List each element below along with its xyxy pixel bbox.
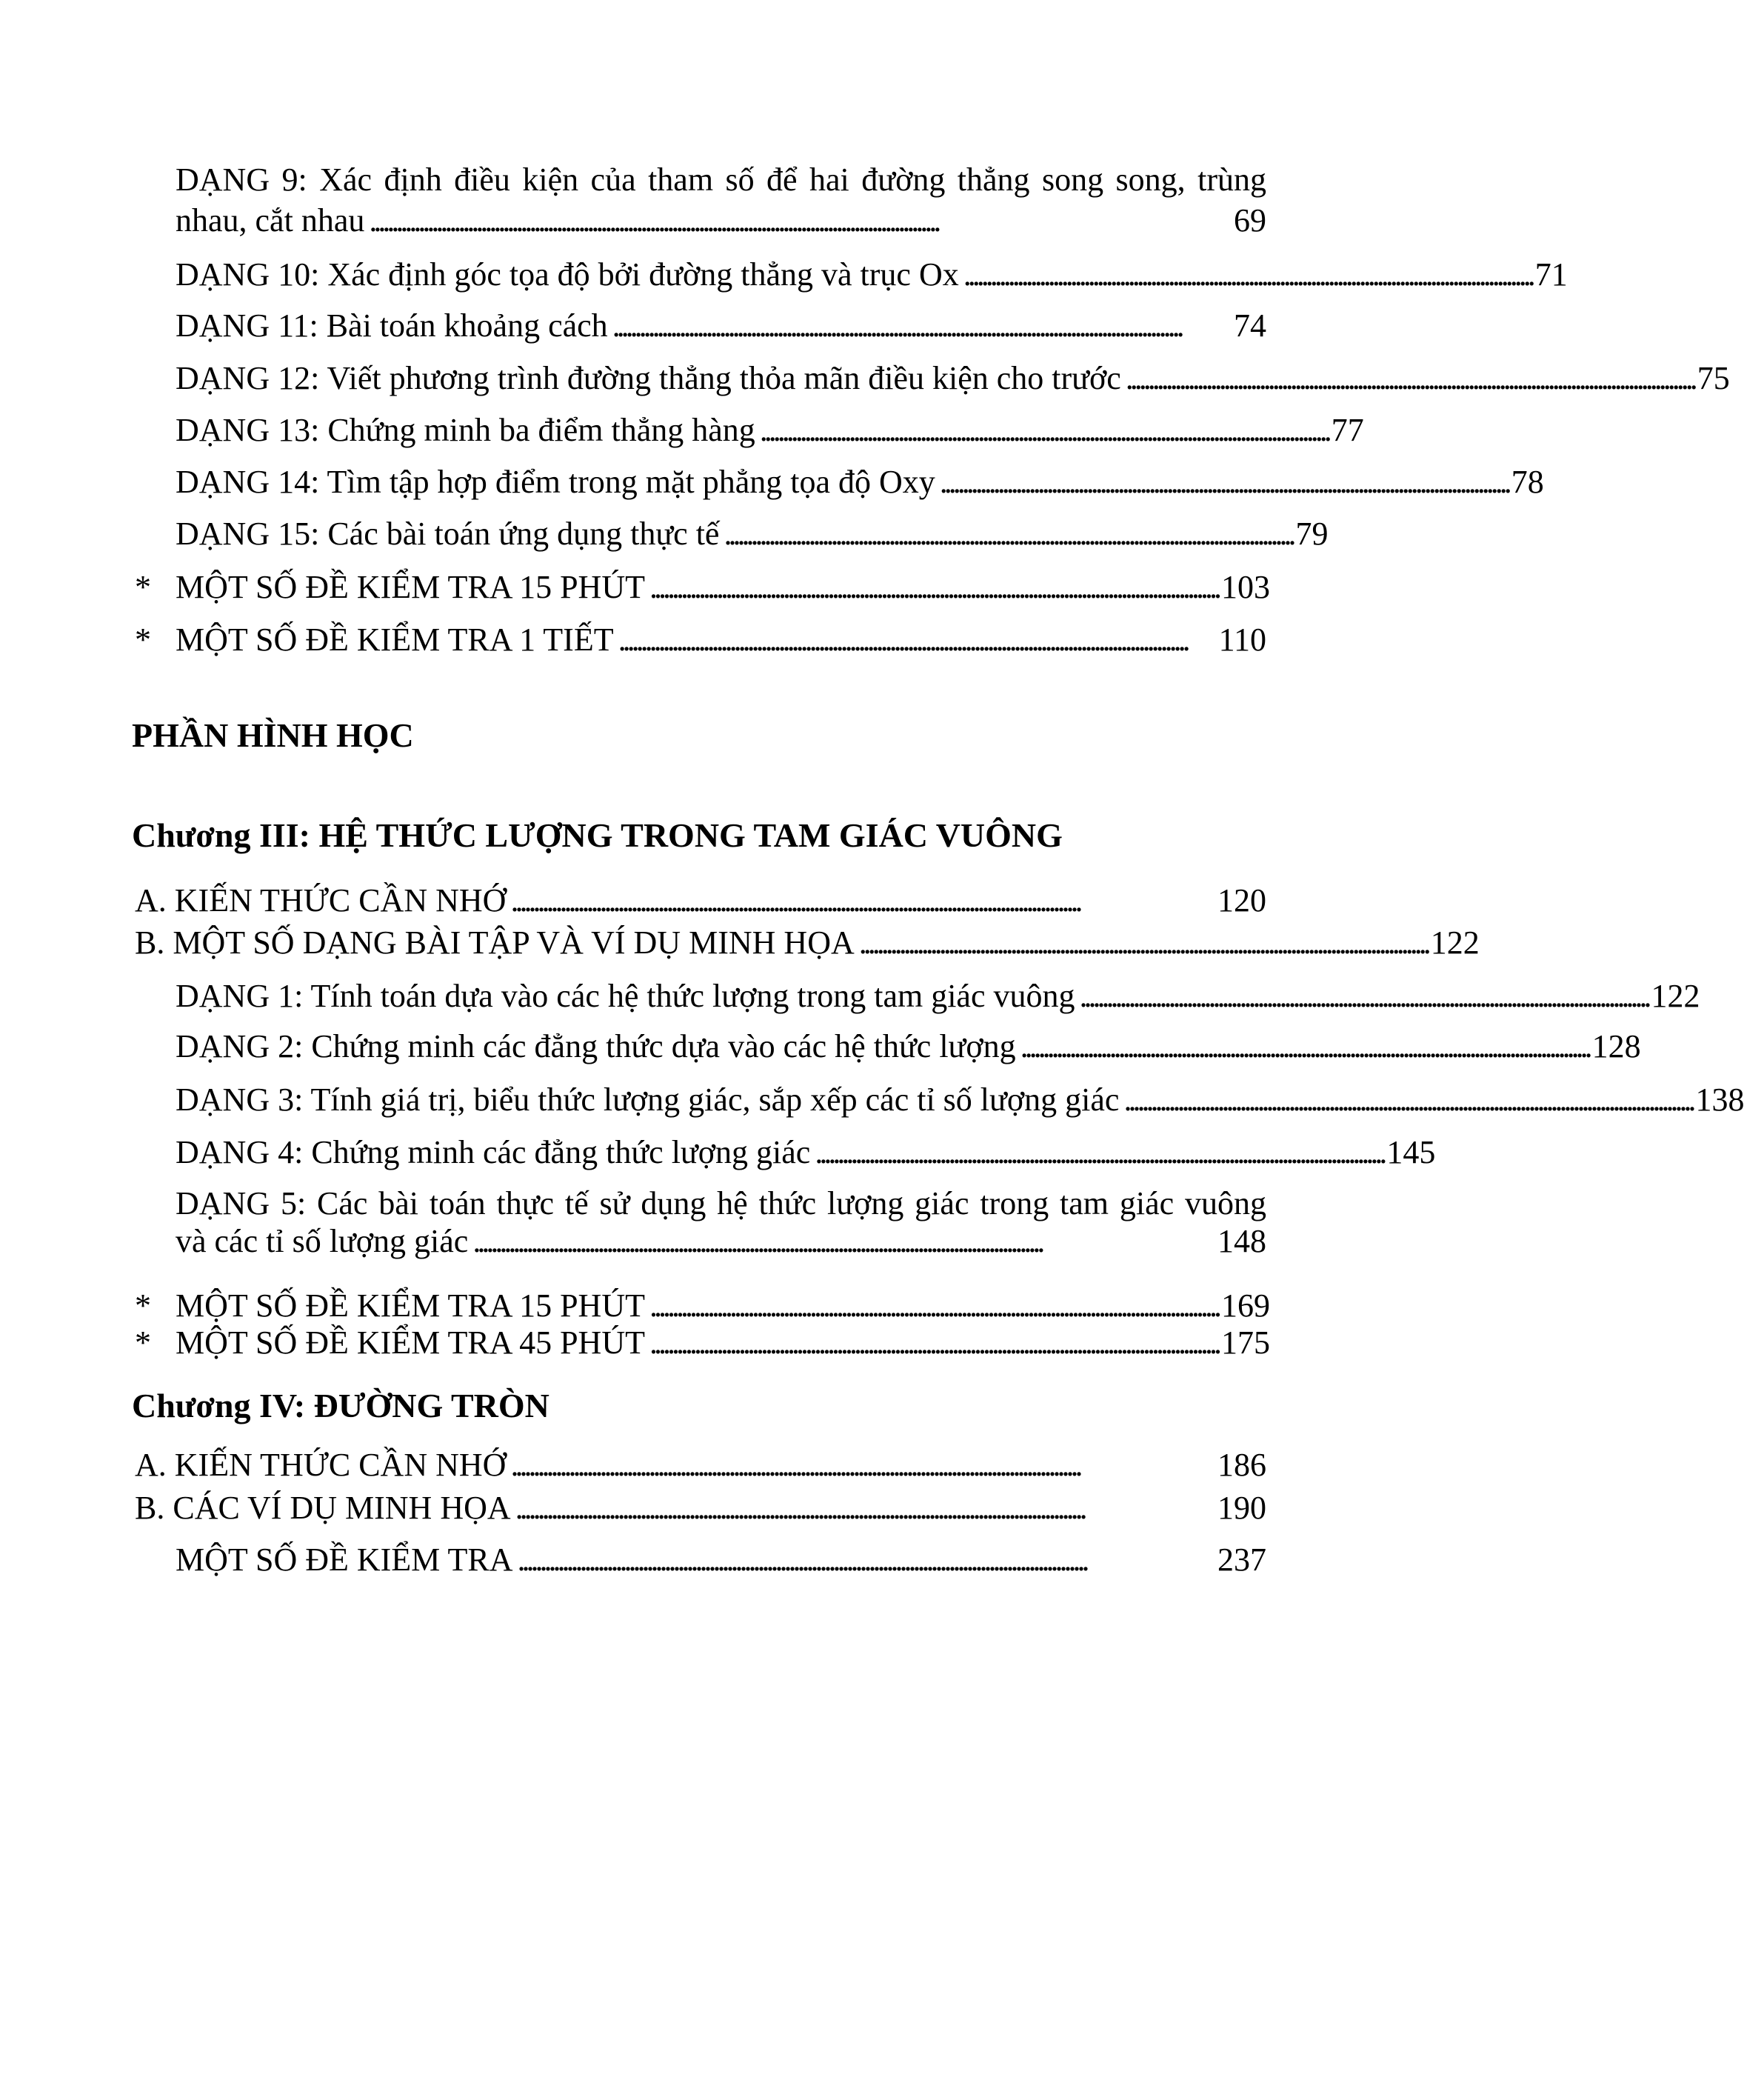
toc-entry-dang-14[interactable] [176,460,1544,504]
toc-entry-label: DẠNG 14: Tìm tập hợp điểm trong mặt phẳng tọa độ Oxy [176,464,935,500]
dot-leader [472,1219,1213,1264]
toc-entry-label: A. KIẾN THỨC CẦN NHỚ [135,1447,507,1483]
dot-leader [1020,1024,1588,1069]
toc-section-a[interactable] [135,1443,1266,1487]
toc-page-number: 69 [1234,202,1266,239]
toc-entry-tests[interactable] [176,1538,1266,1582]
toc-entry-label: và các tỉ số lượng giác [176,1223,469,1259]
toc-page-number: 145 [1386,1134,1436,1170]
dot-leader [515,1486,1213,1530]
toc-page-number: 175 [1220,1324,1270,1361]
toc-entry-label: DẠNG 13: Chứng minh ba điểm thẳng hàng [176,412,755,448]
bullet-asterisk: * [135,1287,151,1324]
toc-entry-dang-11[interactable] [176,304,1266,348]
dot-leader [510,879,1213,923]
dot-leader [1080,974,1647,1019]
toc-entry-label: B. CÁC VÍ DỤ MINH HỌA [135,1490,511,1526]
toc-entry-label: A. KIẾN THỨC CẦN NHỚ [135,882,507,919]
toc-page-number: 120 [1217,882,1266,919]
dot-leader [1123,1078,1691,1122]
toc-entry-test-1-period[interactable] [176,618,1266,662]
toc-entry-label: DẠNG 2: Chứng minh các đẳng thức dựa vào các hệ thức lượng [176,1028,1016,1064]
toc-entry-dang-4[interactable] [176,1130,1436,1175]
dot-leader [618,618,1215,662]
toc-page-number: 190 [1217,1490,1266,1526]
toc-entry-label: MỘT SỐ ĐỀ KIỂM TRA 15 PHÚT [176,1287,645,1324]
dot-leader [815,1130,1382,1175]
dot-leader [760,408,1327,453]
toc-entry-label: DẠNG 11: Bài toán khoảng cách [176,307,608,344]
toc-entry-dang-9-line1[interactable] [176,158,1266,202]
toc-page-number: 79 [1295,516,1329,552]
toc-page-number: 186 [1217,1447,1266,1483]
toc-entry-test-45-min[interactable] [176,1321,1270,1365]
toc-entry-label: MỘT SỐ ĐỀ KIỂM TRA 15 PHÚT [176,569,645,605]
dot-leader [859,921,1426,965]
toc-entry-label: nhau, cắt nhau [176,202,365,239]
toc-entry-label: MỘT SỐ ĐỀ KIỂM TRA 1 TIẾT [176,621,614,658]
toc-page-number: 103 [1220,569,1270,605]
toc-entry-dang-9[interactable] [176,199,1266,243]
toc-page-number: 122 [1651,978,1700,1014]
toc-entry-label: DẠNG 10: Xác định góc tọa độ bởi đường thẳng và trục Ox [176,256,959,293]
toc-entry-label: DẠNG 5: Các bài toán thực tế sử dụng hệ thức lượng giác trong tam giác vuông [176,1185,1266,1221]
toc-page-number: 138 [1695,1081,1744,1118]
toc-page-number: 237 [1217,1541,1266,1578]
toc-section-a[interactable] [135,879,1266,923]
toc-entry-dang-2[interactable] [176,1024,1641,1069]
toc-entry-label: DẠNG 9: Xác định điều kiện của tham số để hai đường thẳng song song, trùng [176,161,1266,198]
toc-page-number: 71 [1534,256,1568,293]
dot-leader [649,1321,1217,1365]
toc-entry-dang-13[interactable] [176,408,1364,453]
toc-entry-label: DẠNG 3: Tính giá trị, biểu thức lượng giác, sắp xếp các tỉ số lượng giác [176,1081,1120,1118]
toc-page-number: 75 [1697,360,1730,396]
toc-section-b[interactable] [135,921,1480,965]
bullet-asterisk: * [135,621,151,658]
toc-entry-dang-1[interactable] [176,974,1700,1019]
toc-entry-dang-12[interactable] [176,356,1730,401]
toc-page-number: 122 [1430,924,1480,961]
dot-leader [510,1443,1213,1487]
toc-entry-dang-10[interactable] [176,253,1568,297]
dot-leader [1126,356,1693,401]
toc-entry-dang-3[interactable] [176,1078,1744,1122]
toc-entry-label: DẠNG 15: Các bài toán ứng dụng thực tế [176,516,720,552]
toc-entry-label: MỘT SỐ ĐỀ KIỂM TRA [176,1541,513,1578]
toc-entry-label: MỘT SỐ ĐỀ KIỂM TRA 45 PHÚT [176,1324,645,1361]
bullet-asterisk: * [135,1324,151,1361]
bullet-asterisk: * [135,569,151,605]
toc-entry-dang-15[interactable] [176,512,1329,556]
toc-page-number: 110 [1218,621,1266,658]
toc-page-number: 77 [1331,412,1364,448]
toc-entry-label: DẠNG 12: Viết phương trình đường thẳng thỏa mãn điều kiện cho trước [176,360,1121,396]
chapter-4-title[interactable]: Chương IV: ĐƯỜNG TRÒN [132,1387,549,1424]
dot-leader [612,304,1229,348]
toc-entry-label: DẠNG 4: Chứng minh các đẳng thức lượng giác [176,1134,811,1170]
dot-leader [963,253,1531,297]
toc-page-number: 148 [1217,1223,1266,1259]
toc-page-number: 78 [1511,464,1544,500]
dot-leader [940,460,1507,504]
dot-leader [369,199,1229,243]
toc-page-number: 128 [1591,1028,1641,1064]
part-title: PHẦN HÌNH HỌC [132,716,414,754]
toc-page-number: 74 [1234,307,1266,344]
toc-entry-test-15-min[interactable] [176,565,1270,610]
toc-entry-label: B. MỘT SỐ DẠNG BÀI TẬP VÀ VÍ DỤ MINH HỌA [135,924,855,961]
dot-leader [518,1538,1213,1582]
toc-page-number: 169 [1220,1287,1270,1324]
dot-leader [649,565,1217,610]
dot-leader [724,512,1291,556]
toc-section-b[interactable] [135,1486,1266,1530]
chapter-3-title[interactable]: Chương III: HỆ THỨC LƯỢNG TRONG TAM GIÁC VUÔNG [132,816,1063,854]
toc-entry-label: DẠNG 1: Tính toán dựa vào các hệ thức lượng trong tam giác vuông [176,978,1075,1014]
toc-entry-dang-5[interactable] [176,1219,1266,1264]
